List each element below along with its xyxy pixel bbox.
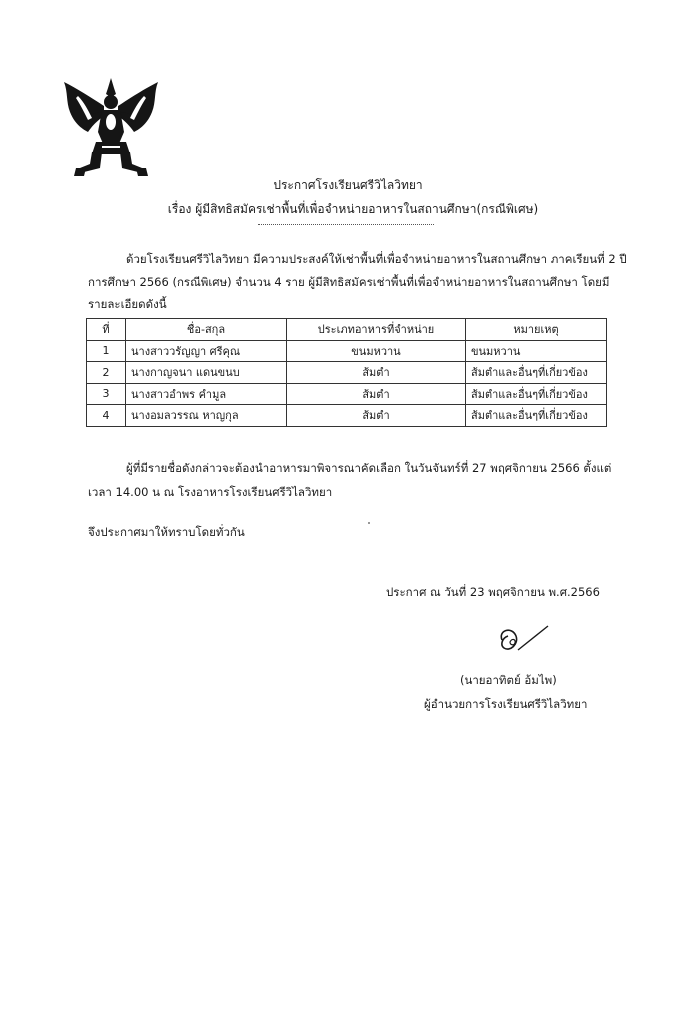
- dotted-divider: [258, 224, 434, 225]
- signature-icon: [488, 622, 554, 662]
- table-row: [87, 362, 607, 384]
- applicant-table: [86, 318, 607, 427]
- garuda-emblem-icon: [58, 72, 164, 180]
- table-header-row: [87, 319, 607, 341]
- header-name: ชื่อ-สกุล: [126, 319, 287, 341]
- intro-paragraph: ด้วยโรงเรียนศรีวิไลวิทยา มีความประสงค์ให้เช่าพื้นที่เพื่อจำหน่ายอาหารในสถานศึกษา ภาคเรียนที่ 2 ปีการศึกษา 2566 (กรณีพิเศษ) จำนวน 4 ราย ผู้มีสิทธิสมัครเช่าพื้นที่เพื่อจำหน่ายอาหารในสถานศึกษา โดยมีรายละเอียดดังนี้: [88, 252, 627, 311]
- row-name: นางอมลวรรณ หาญกุล: [126, 405, 287, 427]
- header-no: ที่: [87, 319, 126, 341]
- row-name: นางสาววรัญญา ศรีคุณ: [126, 340, 287, 362]
- table-row: [87, 405, 607, 427]
- stray-mark: [368, 522, 370, 524]
- row-note: ส้มตำและอื่นๆที่เกี่ยวข้อง: [466, 383, 607, 405]
- row-name: นางสาวอำพร คำมูล: [126, 383, 287, 405]
- signer-position: ผู้อำนวยการโรงเรียนศรีวิไลวิทยา: [424, 697, 588, 711]
- row-food: ขนมหวาน: [287, 340, 466, 362]
- header-food-type: ประเภทอาหารที่จำหน่าย: [287, 319, 466, 341]
- row-food: ส้มตำ: [287, 405, 466, 427]
- announcement-date: ประกาศ ณ วันที่ 23 พฤศจิกายน พ.ศ.2566: [386, 585, 600, 599]
- row-note: ส้มตำและอื่นๆที่เกี่ยวข้อง: [466, 362, 607, 384]
- header-note: หมายเหตุ: [466, 319, 607, 341]
- row-no: 2: [87, 362, 126, 384]
- announcement-title: ประกาศโรงเรียนศรีวิไลวิทยา: [273, 178, 423, 192]
- row-no: 3: [87, 383, 126, 405]
- row-note: ขนมหวาน: [466, 340, 607, 362]
- closing-notice: จึงประกาศมาให้ทราบโดยทั่วกัน: [88, 525, 245, 539]
- table-row: [87, 383, 607, 405]
- row-name: นางกาญจนา แดนขนบ: [126, 362, 287, 384]
- row-food: ส้มตำ: [287, 383, 466, 405]
- row-food: ส้มตำ: [287, 362, 466, 384]
- row-no: 1: [87, 340, 126, 362]
- announcement-subject: เรื่อง ผู้มีสิทธิสมัครเช่าพื้นที่เพื่อจำหน่ายอาหารในสถานศึกษา(กรณีพิเศษ): [167, 202, 539, 216]
- table-row: [87, 340, 607, 362]
- schedule-paragraph: ผู้ที่มีรายชื่อดังกล่าวจะต้องนำอาหารมาพิจารณาคัดเลือก ในวันจันทร์ที่ 27 พฤศจิกายน 2566 ตั้งแต่เวลา 14.00 น ณ โรงอาหารโรงเรียนศรีวิไลวิทยา: [88, 461, 612, 499]
- row-no: 4: [87, 405, 126, 427]
- row-note: ส้มตำและอื่นๆที่เกี่ยวข้อง: [466, 405, 607, 427]
- signer-name: (นายอาทิตย์ อ้มไพ): [460, 673, 557, 687]
